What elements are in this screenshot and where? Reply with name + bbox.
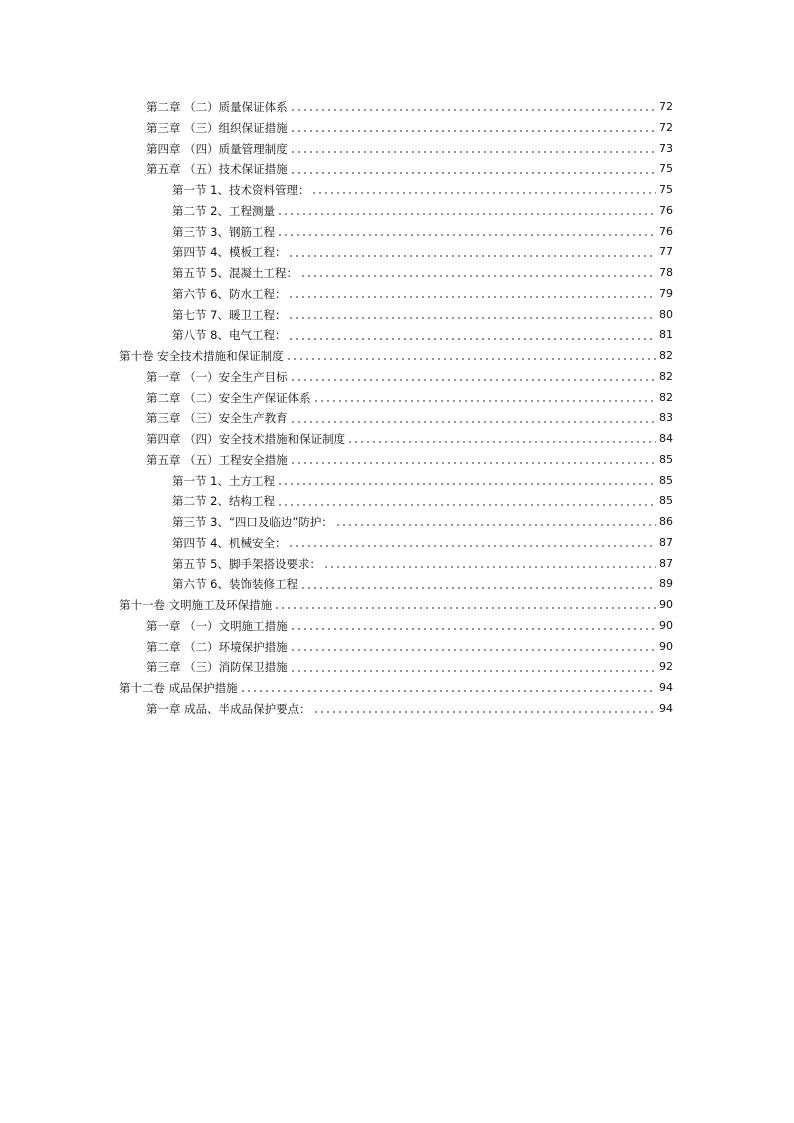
toc-entry-page-number: 72 [659,120,673,134]
dot-leader [290,419,656,425]
toc-entry-title: 第一章 （一）文明施工措施 [146,618,288,633]
table-of-contents [0,97,794,720]
toc-entry[interactable] [0,450,794,471]
dot-leader [290,377,656,383]
toc-entry-title: 第四章 （四）质量管理制度 [146,141,288,156]
toc-entry-title: 第八节 8、电气工程： [172,328,287,343]
toc-entry-page-number: 89 [659,577,673,591]
toc-entry-page-number: 92 [659,660,673,674]
dot-leader [300,585,656,591]
toc-entry-title: 第三章 （三）安全生产教育 [146,411,288,426]
toc-entry[interactable] [0,201,794,222]
toc-entry-title: 第十一卷 文明施工及环保措施 [119,598,273,612]
toc-entry-title: 第七节 7、暖卫工程： [172,307,287,322]
toc-entry-title: 第五章 （五）工程安全措施 [146,452,288,467]
toc-entry-title: 第二章 （二）安全生产保证体系 [146,390,311,405]
toc-entry[interactable] [0,118,794,139]
toc-entry[interactable] [0,305,794,326]
toc-entry-page-number: 86 [659,515,673,528]
toc-entry-title: 第五章 （五）技术保证措施 [146,162,288,177]
toc-entry-title: 第三章 （三）消防保卫措施 [146,660,288,675]
toc-entry[interactable] [0,325,794,346]
toc-entry-title: 第三节 3、钢筋工程 [172,224,275,239]
dot-leader [290,647,656,653]
toc-entry[interactable] [0,574,794,595]
toc-entry-page-number: 84 [659,432,673,445]
dot-leader [313,398,656,404]
toc-entry-page-number: 85 [659,452,673,466]
toc-entry-title: 第四节 4、机械安全： [172,535,287,550]
dot-leader [335,522,656,528]
toc-entry-page-number: 80 [659,307,673,321]
toc-entry-page-number: 85 [659,473,673,487]
toc-entry-page-number: 94 [659,681,673,694]
dot-leader [323,564,656,570]
toc-entry[interactable] [0,657,794,678]
toc-entry-page-number: 82 [659,390,673,404]
toc-entry-page-number: 90 [659,618,673,632]
dot-leader [288,315,656,321]
toc-entry-title: 第六节 6、装饰装修工程 [172,577,298,592]
toc-entry[interactable] [0,678,794,699]
dot-leader [288,543,656,549]
toc-entry-title: 第二节 2、工程测量 [172,203,275,218]
toc-entry-title: 第一节 1、土方工程 [172,473,275,488]
dot-leader [286,356,656,362]
toc-entry[interactable] [0,491,794,512]
toc-entry[interactable] [0,616,794,637]
toc-entry[interactable] [0,533,794,554]
toc-entry-page-number: 77 [659,245,673,259]
toc-entry[interactable] [0,471,794,492]
toc-entry[interactable] [0,429,794,450]
toc-entry[interactable] [0,159,794,180]
toc-entry-page-number: 90 [659,598,673,611]
dot-leader [290,149,656,155]
dot-leader [290,107,656,113]
toc-entry-page-number: 82 [659,369,673,383]
toc-entry[interactable] [0,512,794,533]
dot-leader [277,481,656,487]
toc-entry-page-number: 78 [659,266,673,279]
toc-entry-title: 第二章 （二）质量保证体系 [146,100,288,114]
toc-entry[interactable] [0,242,794,263]
toc-entry-title: 第三节 3、“四口及临边”防护： [172,515,333,529]
toc-entry[interactable] [0,637,794,658]
dot-leader [313,709,656,715]
dot-leader [290,626,656,632]
dot-leader [277,232,656,238]
toc-entry-title: 第四章 （四）安全技术措施和保证制度 [146,432,346,446]
toc-entry[interactable] [0,346,794,367]
toc-entry[interactable] [0,554,794,575]
toc-entry-title: 第四节 4、模板工程： [172,245,287,260]
toc-entry-page-number: 72 [659,100,673,113]
toc-entry-page-number: 76 [659,224,673,238]
toc-entry-page-number: 73 [659,141,673,155]
toc-entry-title: 第二章 （二）环境保护措施 [146,639,288,654]
toc-entry[interactable] [0,263,794,284]
dot-leader [290,668,656,674]
toc-entry-title: 第二节 2、结构工程 [172,494,275,509]
dot-leader [288,336,656,342]
toc-entry-page-number: 87 [659,556,673,570]
toc-entry[interactable] [0,180,794,201]
dot-leader [290,460,656,466]
toc-entry-title: 第五节 5、混凝土工程： [172,266,298,280]
dot-leader [240,688,656,694]
toc-entry-page-number: 81 [659,328,673,342]
toc-entry[interactable] [0,284,794,305]
toc-entry-title: 第一章 （一）安全生产目标 [146,369,288,384]
dot-leader [274,605,656,611]
toc-entry-page-number: 87 [659,535,673,549]
dot-leader [290,170,656,176]
toc-entry-title: 第十卷 安全技术措施和保证制度 [119,349,284,363]
toc-entry-title: 第一章 成品、半成品保护要点： [146,701,311,716]
toc-entry[interactable] [0,139,794,160]
toc-entry-page-number: 75 [659,162,673,176]
dot-leader [288,253,656,259]
toc-entry-title: 第一节 1、技术资料管理： [172,183,310,197]
toc-entry-page-number: 85 [659,494,673,508]
toc-entry-page-number: 83 [659,411,673,425]
toc-entry[interactable] [0,222,794,243]
toc-entry-title: 第三章 （三）组织保证措施 [146,120,288,135]
toc-entry-page-number: 75 [659,183,673,196]
toc-entry[interactable] [0,408,794,429]
toc-entry[interactable] [0,595,794,616]
toc-entry[interactable] [0,388,794,409]
toc-entry-title: 第五节 5、脚手架搭设要求： [172,556,321,571]
toc-entry[interactable] [0,367,794,388]
toc-entry-page-number: 94 [659,701,673,715]
dot-leader [277,211,656,217]
toc-entry-page-number: 76 [659,203,673,217]
dot-leader [300,273,656,279]
dot-leader [288,294,656,300]
toc-entry[interactable] [0,699,794,720]
dot-leader [277,502,656,508]
toc-entry-page-number: 82 [659,349,673,362]
toc-entry-page-number: 90 [659,639,673,653]
dot-leader [311,190,656,196]
toc-entry-title: 第六节 6、防水工程： [172,286,287,301]
toc-entry-page-number: 79 [659,286,673,300]
toc-entry-title: 第十二卷 成品保护措施 [119,681,238,695]
toc-entry[interactable] [0,97,794,118]
dot-leader [347,439,656,445]
dot-leader [290,128,656,134]
